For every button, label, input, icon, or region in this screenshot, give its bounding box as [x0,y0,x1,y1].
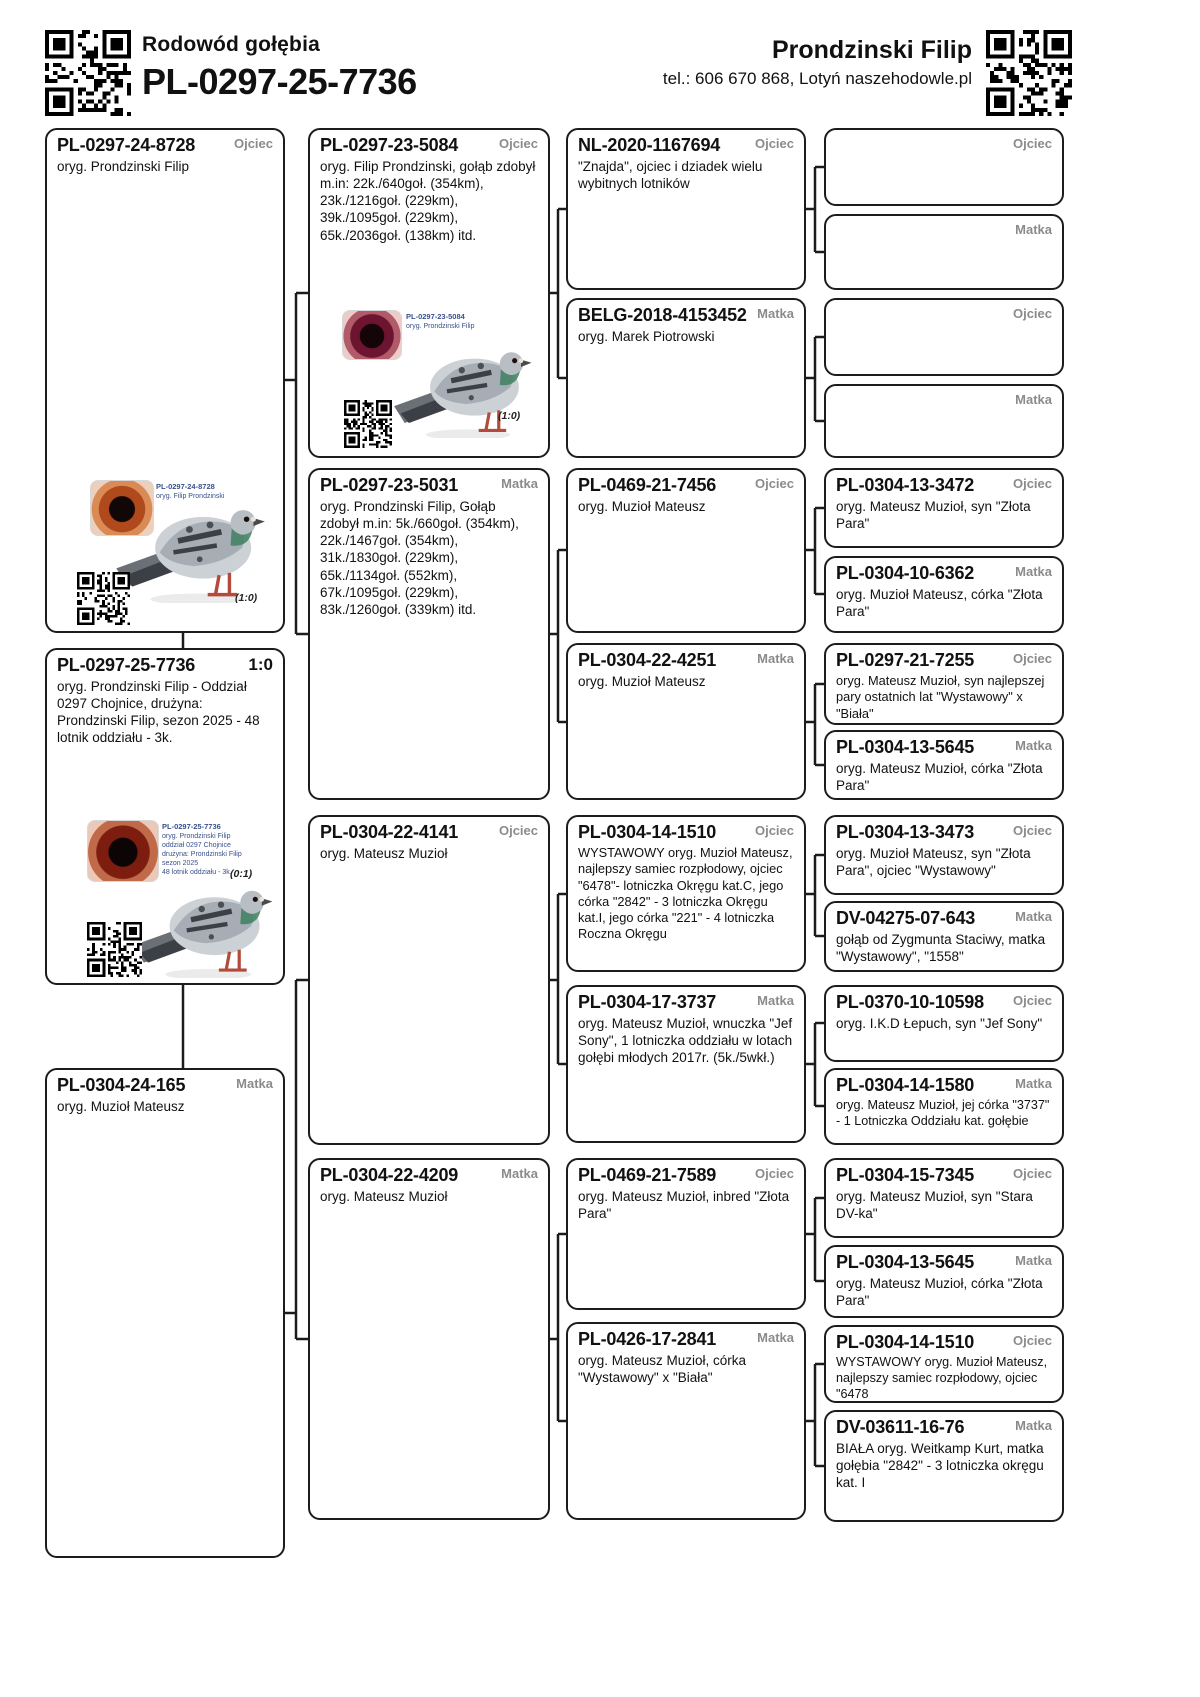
ring-id: PL-0304-10-6362 [836,563,975,583]
ring-id: PL-0304-13-3472 [836,475,975,495]
sex-tag: Matka [1015,909,1052,924]
breeder-name: Prondzinski Filip [771,36,972,64]
sex-tag: Ojciec [1012,823,1052,838]
pedigree-box-g4-16 [824,1410,1064,1522]
sex-tag: Matka [236,1076,273,1091]
ring-id: PL-0469-21-7589 [578,1165,717,1185]
pedigree-box-g3-5 [566,815,806,972]
sex-tag: Ojciec [1012,1166,1052,1181]
score-tag: 1:0 [248,655,273,674]
pedigree-box-g4-8 [824,730,1064,800]
pedigree-box-g3-1 [566,128,806,290]
bird-description: oryg. Mateusz Muzioł, wnuczka "Jef Sony", 1 lotniczka oddziału w lotach gołębi młodych 2017r. (5k./5wkł.) [578,1016,793,1066]
pedigree-box-g3-3 [566,468,806,633]
pedigree-box-g3-6 [566,985,806,1143]
sex-tag: Ojciec [754,476,794,491]
bird-description: oryg. Mateusz Muzioł, córka "Wystawowy" x "Biała" [578,1353,747,1386]
bird-description: oryg. Mateusz Muzioł, syn "Złota Para" [836,499,1031,532]
ring-id: PL-0304-22-4209 [320,1165,459,1185]
ring-id: BELG-2018-4153452 [578,305,747,325]
sex-tag: Matka [1015,738,1052,753]
pigeon-image [114,488,274,603]
pedigree-box-g3-2 [566,298,806,458]
bird-description: oryg. Mateusz Muzioł, syn "Stara DV-ka" [836,1189,1033,1222]
sex-tag: Ojciec [1012,476,1052,491]
pedigree-box-g2-3 [308,815,550,1145]
qr-code-icon [87,922,142,977]
bird-description: oryg. Muzioł Mateusz, syn "Złota Para", ojciec "Wystawowy" [836,846,1031,879]
ring-id: PL-0304-24-165 [57,1075,186,1095]
ring-id: PL-0304-17-3737 [578,992,717,1012]
bird-description: oryg. Muzioł Mateusz [578,499,706,514]
bird-description: oryg. Mateusz Muzioł, córka "Złota Para" [836,761,1043,794]
sex-tag: Matka [1015,1418,1052,1433]
bird-description: oryg. Mateusz Muzioł, inbred "Złota Para" [578,1189,790,1222]
bird-description: "Znajda", ojciec i dziadek wielu wybitnych lotników [578,159,763,192]
pedigree-box-mother [45,1068,285,1558]
bird-description: oryg. Prondzinski Filip [57,159,190,174]
sex-tag: Ojciec [1012,651,1052,666]
bird-description: oryg. Filip Prondzinski, gołąb zdobył m.in: 22k./640goł. (354km), 23k./1216goł. (229km), 39k./1095goł. (229km), 65k./2036goł. (138km) itd. [320,159,536,243]
bird-description: gołąb od Zygmunta Staciwy, matka "Wystawowy", "1558" [836,932,1046,965]
pigeon-image [392,332,540,438]
sex-tag: Matka [757,993,794,1008]
subject-ring-number: PL-0297-25-7736 [142,61,417,102]
ring-id: PL-0297-24-8728 [57,135,196,155]
bird-description: oryg. Prondzinski Filip, Gołąb zdobył m.in: 5k./660goł. (354km), 22k./1467goł. (354km), 31k./1830goł. (229km), 65k./1134goł. (552km), 67k./1095goł. (229km), 83k./1260goł. (339km) itd. [320,499,519,617]
pedigree-box-g4-15 [824,1325,1064,1403]
ring-id: PL-0469-21-7456 [578,475,717,495]
bird-description: WYSTAWOWY oryg. Muzioł Mateusz, najlepszy samiec rozpłodowy, ojciec "6478 [836,1355,1048,1401]
bird-description: WYSTAWOWY oryg. Muzioł Mateusz, najlepszy samiec rozpłodowy, ojciec "6478"- lotniczka Okręgu kat.C, jego córka "2842" - 3 lotniczka Okręgu kat.I, jego córka "221" - 4 lotniczka Roczna Okręgu [578,845,793,942]
pigeon-image [131,870,281,978]
pedigree-box-g4-1 [824,128,1064,206]
pedigree-box-g3-8 [566,1322,806,1520]
ring-id: PL-0304-22-4141 [320,822,459,842]
pedigree-box-g4-5 [824,468,1064,548]
sex-tag: Matka [757,651,794,666]
bird-description: oryg. Prondzinski Filip - Oddział 0297 Chojnice, drużyna: Prondzinski Filip, sezon 2025 - 48 lotnik oddziału - 3k. [57,679,260,746]
sex-tag: Ojciec [233,136,273,151]
sex-tag: Matka [757,306,794,321]
ring-id: PL-0426-17-2841 [578,1329,717,1349]
sex-tag: Ojciec [754,136,794,151]
pedigree-box-g3-7 [566,1158,806,1310]
bird-description: oryg. Muzioł Mateusz, córka "Złota Para" [836,587,1043,620]
sex-tag: Ojciec [1012,993,1052,1008]
photo-caption: PL-0297-23-5084 oryg. Prondzinski Filip [406,312,475,330]
ring-id: PL-0297-21-7255 [836,650,975,670]
ring-id: PL-0297-23-5084 [320,135,459,155]
pedigree-box-g3-4 [566,643,806,800]
ring-id: PL-0297-25-7736 [57,655,196,675]
pedigree-box-g4-4 [824,384,1064,458]
photo-caption: PL-0297-24-8728 oryg. Filip Prondzinski [156,482,225,500]
sex-tag: Ojciec [498,823,538,838]
ring-id: PL-0304-22-4251 [578,650,717,670]
sex-tag: Ojciec [1012,136,1052,151]
pedigree-box-g2-1 [308,128,550,458]
pedigree-box-g2-4 [308,1158,550,1520]
bird-description: oryg. Muzioł Mateusz [578,674,706,689]
ring-id: PL-0370-10-10598 [836,992,984,1012]
sex-tag: Matka [1015,222,1052,237]
sex-tag: Ojciec [498,136,538,151]
bird-description: oryg. Mateusz Muzioł [320,1189,448,1204]
pigeon-photo [59,470,275,628]
pedigree-box-g4-7 [824,643,1064,725]
pedigree-box-g4-6 [824,556,1064,633]
sex-tag: Ojciec [1012,306,1052,321]
breeder-contact: tel.: 606 670 868, Lotyń naszehodowle.pl [662,69,972,88]
bird-description: oryg. Marek Piotrowski [578,329,715,344]
sex-tag: Ojciec [754,1166,794,1181]
pedigree-box-g4-10 [824,901,1064,972]
pedigree-box-g4-12 [824,1068,1064,1145]
pedigree-score: (0:1) [230,868,253,880]
pedigree-box-g4-3 [824,298,1064,376]
bird-description: oryg. I.K.D Łepuch, syn "Jef Sony" [836,1016,1043,1031]
sex-tag: Ojciec [1012,1333,1052,1348]
bird-description: oryg. Mateusz Muzioł, jej córka "3737" - 1 Lotniczka Oddziału kat. gołębie [836,1098,1050,1128]
pigeon-photo [322,302,540,450]
sex-tag: Matka [501,1166,538,1181]
qr-code-icon [77,572,130,625]
bird-description: oryg. Mateusz Muzioł, syn najlepszej pary ostatnich lat "Wystawowy" x "Biała" [836,673,1045,721]
pedigree-box-g4-11 [824,985,1064,1062]
qr-code-icon [344,400,392,448]
pedigree-score: (1:0) [498,410,521,422]
ring-id: PL-0304-13-5645 [836,1252,975,1272]
pedigree-box-father [45,128,285,633]
pedigree-box-g4-9 [824,815,1064,895]
bird-description: oryg. Mateusz Muzioł, córka "Złota Para" [836,1276,1043,1309]
ring-id: PL-0304-13-5645 [836,737,975,757]
sex-tag: Matka [501,476,538,491]
ring-id: DV-04275-07-643 [836,908,976,928]
sex-tag: Ojciec [754,823,794,838]
pedigree-box-g4-14 [824,1245,1064,1318]
sex-tag: Matka [1015,1253,1052,1268]
ring-id: PL-0304-13-3473 [836,822,975,842]
ring-id: NL-2020-1167694 [578,135,721,155]
ring-id: DV-03611-16-76 [836,1417,965,1437]
bird-description: oryg. Muzioł Mateusz [57,1099,185,1114]
pedigree-score: (1:0) [235,592,258,604]
ring-id: PL-0304-14-1580 [836,1075,975,1095]
pigeon-photo [59,810,275,982]
ring-id: PL-0304-14-1510 [578,822,717,842]
pedigree-box-subject [45,648,285,985]
document-title: Rodowód gołębia [142,33,320,56]
sex-tag: Matka [1015,564,1052,579]
ring-id: PL-0297-23-5031 [320,475,459,495]
sex-tag: Matka [757,1330,794,1345]
sex-tag: Matka [1015,392,1052,407]
pedigree-box-g4-13 [824,1158,1064,1238]
ring-id: PL-0304-15-7345 [836,1165,975,1185]
pedigree-box-g4-2 [824,214,1064,290]
sex-tag: Matka [1015,1076,1052,1091]
pedigree-box-g2-2 [308,468,550,800]
bird-description: oryg. Mateusz Muzioł [320,846,448,861]
bird-description: BIAŁA oryg. Weitkamp Kurt, matka gołębia "2842" - 3 lotniczka okręgu kat. I [836,1441,1044,1491]
photo-caption: PL-0297-25-7736 oryg. Prondzinski Filip oddział 0297 Chojnice drużyna: Prondzinski Filip sezon 2025 48 lotnik oddziału - 3k. [162,822,242,877]
ring-id: PL-0304-14-1510 [836,1332,975,1352]
